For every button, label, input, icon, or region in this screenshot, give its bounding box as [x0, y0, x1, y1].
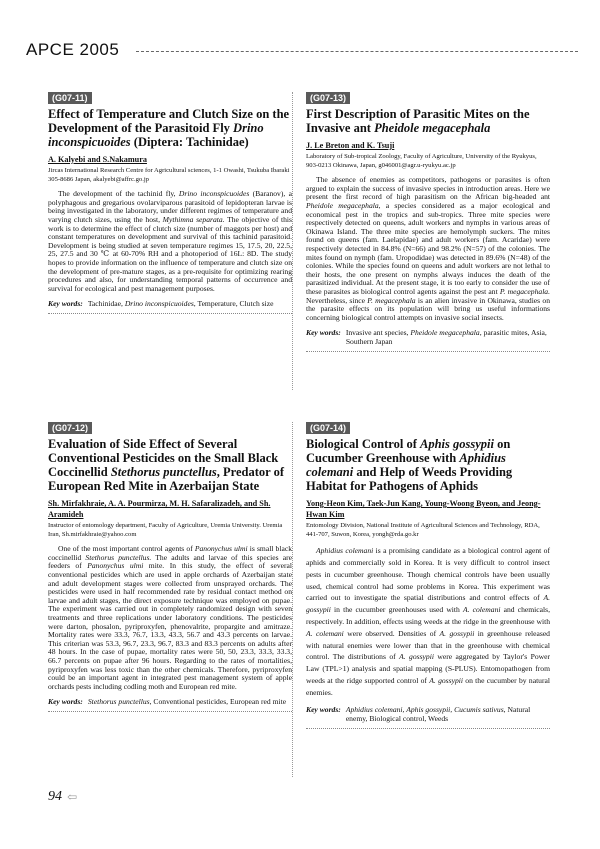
abstract-affiliation: Entomology Division, National Institute of Agricultural Sciences and Technology, RDA, 441-707, Suwon, Korea, yongh@rda.go.kr — [306, 522, 540, 538]
text-segment: were aggregated by Taylor's Power Law (TPL>1) analysis and spatial mapping (S-PLUS). Entomopathogen from weeds at the ridge supported control of — [306, 652, 551, 685]
text-segment: Mythimna separata. — [162, 214, 225, 224]
page-number: 94 — [48, 789, 62, 804]
text-segment: A. gossypii — [399, 652, 434, 662]
text-segment: is a promising candidate as a biological control agent of aphids and commercially sold in Korea. It is very difficult to control insect pests in cucumber greenhouse. Though chemical controls have been usually used, chemical control had some problems in Korea. This experiment was carried out to investigate the spatial distributions and control effects of — [306, 546, 551, 603]
text-segment: The absence of enemies as competitors, pathogens or parasites is often argued to explain the success of invasive species in introduction areas. Here we present the first record of high parasitism on the African big-headed ant — [306, 175, 550, 202]
text-segment: Invasive ant species, — [345, 328, 411, 338]
abstract-affiliation: Instructor of entomology department, Faculty of Agriculture, Uremia University. Uremia Iran, Sh.mirfakhraie@yahoo.com — [48, 522, 283, 538]
abstract-title — [48, 107, 292, 149]
text-segment: Aphidius colemani — [306, 451, 506, 479]
section-rule — [48, 711, 292, 712]
abstract-authors: J. Le Breton and K. Tsuji — [306, 141, 395, 150]
text-segment: on the cucumber by natural enemies. — [306, 675, 550, 697]
keywords-label: Key words: — [306, 704, 341, 714]
text-segment: , Conventional pesticides, European red mite — [149, 697, 287, 707]
text-segment: is small black coccinellid — [48, 544, 292, 562]
text-segment: Stethorus punctellus. — [85, 552, 152, 562]
text-segment: Evaluation of Side Effect of Several Conventional Pesticides on the Small Black Coccinellid — [48, 437, 279, 479]
text-segment: on Cucumber Greenhouse with — [306, 437, 511, 465]
text-segment: Stethorus punctellus — [110, 465, 217, 479]
abstract-affiliation: Laboratory of Sub-tropical Zoology, Faculty of Agriculture, University of the Ryukyus, 903-0213 Okinawa, Japan, g046001@agr.u-ryukyu.ac.jp — [306, 153, 537, 169]
text-segment: , parasitic mites, Asia, Southern Japan — [345, 328, 547, 347]
text-segment: in the cucumber greenhouses used with — [330, 605, 463, 615]
text-segment: is an alien invasive in Okinawa, studies on the parasite effects on its population will bring us useful informations concerning biological control attempts on invasive social insects. — [306, 295, 550, 322]
text-segment: A. gossypii — [429, 675, 463, 685]
text-segment: Aphis gossypii — [420, 437, 494, 451]
text-segment: a species considered as a major ecological and economical pest in the tropics and sub-tropics. Three mite species were respectively detected on queens, adult workers and nymphs in various areas of Okinawa Island. The three mite species are hemolymph suckers. The mites found on queens (fam. Laelapidae) and adult workers (fam. Acaridae) were respectively detected in 84.8% (N=66) and 98.2% (N=57) of the colonies. The mites found on nymph (fam. Uropodidae) was detected in 89.6% (N=48) of the colonies. While the species found on queens and adult workers are not lethal to their hosts, the one present on nymphs always induces the death of the parasitized individual. At the present stage, it is too early to consider the use of these parasites as biological control agents against the pest ant — [306, 200, 550, 296]
text-segment: (Diptera: Tachinidae) — [130, 135, 249, 149]
abstract-authors: Sh. Mirfakhraie, A. A. Pourmirza, M. H. Safaralizadeh, and Sh. Aramideh — [48, 499, 271, 519]
back-arrow-icon: ⇦ — [67, 790, 78, 804]
text-segment: Pheidole megacephala, — [306, 200, 381, 210]
abstract-g07-14 — [306, 418, 550, 729]
abstract-title — [48, 437, 292, 493]
abstract-affiliation: Jircas International Research Centre for Agricultural sciences, 1-1 Owashi, Tsukuba Ibaraki 305-8686 Japan, akalyebi@affrc.go.jp — [48, 167, 290, 183]
abstract-authors: Yong-Heon Kim, Taek-Jun Kang, Young-Woong Byeon, and Jeong-Hwan Kim — [306, 499, 541, 519]
text-segment: P. megacephala. — [499, 286, 550, 296]
text-segment: Pheidole megacephala — [374, 121, 491, 135]
abstract-g07-12 — [48, 418, 292, 712]
text-segment: First Description of Parasitic Mites on the Invasive ant — [306, 107, 530, 135]
text-segment: Biological Control of — [306, 437, 421, 451]
text-segment: Panonychus ulmi — [87, 561, 144, 571]
text-segment: Aphidius colemani, Aphis gossypii, Cucumis sativus — [345, 704, 504, 714]
page-header-title: APCE 2005 — [26, 40, 120, 59]
abstract-g07-13 — [306, 88, 550, 352]
text-segment: Drino inconspicuoides — [48, 121, 264, 149]
abstract-code: (G07-11) — [48, 92, 92, 104]
text-segment: P. megacephala — [367, 295, 416, 305]
column-divider-bottom — [292, 422, 293, 777]
text-segment: Effect of Temperature and Clutch Size on the Development of the Parasitoid Fly — [48, 107, 290, 135]
section-rule — [306, 351, 550, 352]
text-segment: Stethorus punctellus — [87, 697, 150, 707]
text-segment: in greenhouse released with natural enemies were lower than that in the greenhouse with chemical control. The distributions of — [306, 628, 550, 662]
text-segment: mite. In this study, the effect of several conventional pesticides which are used in apple orchards of Azerbaijan state and adult development stages were collected from unsprayed orchards. The pesticides were used in half recommended rate by residual contact method on larvae and adult stages, the direct exposure technique was employed on pupae. The experiment was carried out in completely randomized design with seven treatments and three replications under laboratory conditions. The pesticides were darton, phosalon, pyriproxyfen, phenovalrite, propargite and amitraze. Mortality rates were 33.3, 76.7, 13.3, 43.3, 56.7 and 43.3 percents on larvae. This criterian was 53.3, 96.7, 23.3, 96.7, 83.3 and 83.3 percents on adults after 48 hours. In the case of pupae, mortality rates were 50, 50, 23.3, 33.3, 33.3, 66.7 percents on pupae after 96 hours. Regarding to the rates of mortalities, pyriproxyfen was less toxic than the other chemicals. Therefore, pyriproxyfen could be an important agent in integrated pest management system of apple orchards pests including codling moth and European red mite. — [48, 561, 292, 691]
abstract-keywords — [48, 697, 292, 706]
abstract-code: (G07-14) — [306, 422, 350, 434]
text-segment: Pheidole megacephala — [410, 328, 480, 338]
text-segment: , Temperature, Clutch size — [193, 299, 274, 309]
keywords-label: Key words: — [48, 299, 83, 309]
abstract-body — [48, 545, 292, 691]
abstract-body — [306, 176, 550, 322]
text-segment: The development of the tachinid fly, — [58, 189, 179, 199]
text-segment: A. gossypii — [439, 628, 475, 638]
text-segment: , Predator of European Red Mite in Azerbaijan State — [48, 465, 285, 493]
keywords-text — [346, 705, 550, 723]
text-segment: and chemicals, respectively. In addition, effects using weeds at the ridge in the greenhouse with — [306, 605, 550, 626]
text-segment: The objective of this work is to determine the effect of clutch size (number of maggots per host) and constant temperatures on development and survival of this tachinid parasitoid. Development is being studied at seven temperature regimes 15, 17.5, 20, 22.5, 25, 27.5 and 30 ℃ at 60-70% RH and a photoperiod of 16L: 8D. The study hopes to provide information on the influence of temperature and clutch size on the development of pre-mature stages, as a pre-requisite for optimizing rearing procedures and also, for understanding temporal patterns of occurrence and survival for ecological and pest management purposes. — [48, 214, 292, 293]
section-rule — [48, 313, 292, 314]
keywords-label: Key words: — [306, 328, 341, 338]
keywords-text — [88, 697, 286, 706]
text-segment: Panonychus ulmi — [194, 544, 248, 554]
text-segment: (Baranov), a polyphagous and gregarious ovolarviparous parasitoid of lepidopteran larvae is being investigated in the laboratory, under different regimes of temperature and varying clutch sizes, using the host, — [48, 189, 292, 224]
column-divider-top — [292, 92, 293, 390]
text-segment: A. gossypii — [306, 593, 550, 615]
text-segment: Drino inconspicuoides — [178, 189, 250, 199]
text-segment: One of the most important control agents of — [58, 544, 195, 554]
text-segment: A. colemani — [462, 605, 501, 615]
header-rule — [136, 51, 578, 52]
text-segment: A. colemani — [306, 628, 344, 638]
section-rule — [306, 728, 550, 729]
abstract-title — [306, 107, 550, 135]
text-segment: Drino inconspicuoides — [124, 299, 194, 309]
abstract-keywords — [306, 328, 550, 346]
abstract-code: (G07-12) — [48, 422, 92, 434]
abstract-g07-11 — [48, 88, 292, 314]
text-segment: , Natural enemy, Biological control, Weeds — [345, 704, 531, 723]
abstract-authors: A. Kalyebi and S.Nakamura — [48, 155, 147, 164]
abstract-title — [306, 437, 550, 493]
keywords-text — [88, 299, 274, 308]
text-segment: Aphidius colemani — [316, 546, 374, 556]
abstract-body — [306, 545, 550, 698]
text-segment: were observed. Densities of — [343, 628, 440, 638]
abstract-keywords — [306, 705, 550, 723]
text-segment: The adults and larvae of this species are feeders of — [48, 552, 292, 571]
text-segment: Tachinidae, — [87, 299, 125, 309]
keywords-label: Key words: — [48, 697, 83, 707]
abstract-body — [48, 190, 292, 293]
abstract-keywords — [48, 299, 292, 308]
keywords-text — [346, 328, 550, 346]
text-segment: Nevertheless, since — [306, 295, 368, 305]
text-segment: and Help of Weeds Providing Habitat for Pathogens of Aphids — [306, 465, 513, 493]
abstract-code: (G07-13) — [306, 92, 350, 104]
